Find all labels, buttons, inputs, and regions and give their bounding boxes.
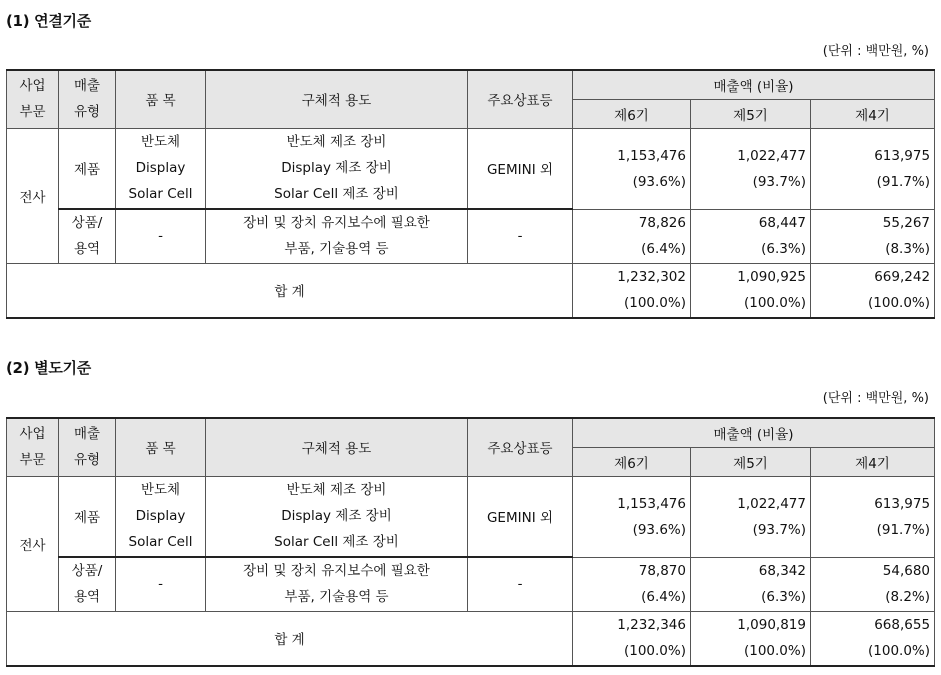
total-label: 합 계 xyxy=(7,263,573,318)
product-value-6: 1,153,476 (93.6%) xyxy=(573,128,691,209)
sales-table xyxy=(6,417,935,667)
header-brand: 주요상표등 xyxy=(468,418,573,476)
total-label: 합 계 xyxy=(7,611,573,666)
header-sales: 매출액 (비율) xyxy=(573,418,935,447)
product-value-5: 1,022,477 (93.7%) xyxy=(691,128,811,209)
section-title: (2) 별도기준 xyxy=(6,359,91,377)
header-item: 품 목 xyxy=(116,70,206,128)
total-value-6: 1,232,302 (100.0%) xyxy=(573,263,691,318)
product-uses: 반도체 제조 장비 Display 제조 장비 Solar Cell 제조 장비 xyxy=(206,476,468,557)
header-period-6: 제6기 xyxy=(573,447,691,476)
product-value-6: 1,153,476 (93.6%) xyxy=(573,476,691,557)
goods-value-5: 68,342 (6.3%) xyxy=(691,557,811,611)
product-value-5: 1,022,477 (93.7%) xyxy=(691,476,811,557)
unit-note: (단위 : 백만원, %) xyxy=(822,44,929,59)
goods-value-6: 78,826 (6.4%) xyxy=(573,209,691,263)
header-sales-type: 매출 유형 xyxy=(59,418,116,476)
division-cell: 전사 xyxy=(7,128,59,263)
goods-value-6: 78,870 (6.4%) xyxy=(573,557,691,611)
goods-uses: 장비 및 장치 유지보수에 필요한 부품, 기술용역 등 xyxy=(206,557,468,611)
total-value-4: 668,655 (100.0%) xyxy=(811,611,935,666)
goods-value-5: 68,447 (6.3%) xyxy=(691,209,811,263)
type-product: 제품 xyxy=(59,476,116,557)
total-value-5: 1,090,925 (100.0%) xyxy=(691,263,811,318)
goods-brand: - xyxy=(468,209,573,263)
goods-uses: 장비 및 장치 유지보수에 필요한 부품, 기술용역 등 xyxy=(206,209,468,263)
division-cell: 전사 xyxy=(7,476,59,611)
product-items: 반도체 Display Solar Cell xyxy=(116,476,206,557)
type-product: 제품 xyxy=(59,128,116,209)
product-value-4: 613,975 (91.7%) xyxy=(811,476,935,557)
header-sales: 매출액 (비율) xyxy=(573,70,935,99)
header-business-division: 사업 부문 xyxy=(7,418,59,476)
total-value-4: 669,242 (100.0%) xyxy=(811,263,935,318)
total-value-5: 1,090,819 (100.0%) xyxy=(691,611,811,666)
unit-note: (단위 : 백만원, %) xyxy=(822,391,929,406)
header-period-6: 제6기 xyxy=(573,99,691,128)
product-brand: GEMINI 외 xyxy=(468,128,573,209)
type-goods: 상품/ 용역 xyxy=(59,557,116,611)
header-period-5: 제5기 xyxy=(691,99,811,128)
header-period-4: 제4기 xyxy=(811,447,935,476)
type-goods: 상품/ 용역 xyxy=(59,209,116,263)
goods-value-4: 54,680 (8.2%) xyxy=(811,557,935,611)
section-title: (1) 연결기준 xyxy=(6,12,91,30)
header-use: 구체적 용도 xyxy=(206,418,468,476)
header-sales-type: 매출 유형 xyxy=(59,70,116,128)
header-business-division: 사업 부문 xyxy=(7,70,59,128)
product-brand: GEMINI 외 xyxy=(468,476,573,557)
header-period-5: 제5기 xyxy=(691,447,811,476)
sales-table xyxy=(6,69,935,319)
goods-item: - xyxy=(116,557,206,611)
header-period-4: 제4기 xyxy=(811,99,935,128)
product-uses: 반도체 제조 장비 Display 제조 장비 Solar Cell 제조 장비 xyxy=(206,128,468,209)
product-value-4: 613,975 (91.7%) xyxy=(811,128,935,209)
product-items: 반도체 Display Solar Cell xyxy=(116,128,206,209)
header-item: 품 목 xyxy=(116,418,206,476)
header-brand: 주요상표등 xyxy=(468,70,573,128)
header-use: 구체적 용도 xyxy=(206,70,468,128)
goods-value-4: 55,267 (8.3%) xyxy=(811,209,935,263)
goods-item: - xyxy=(116,209,206,263)
goods-brand: - xyxy=(468,557,573,611)
total-value-6: 1,232,346 (100.0%) xyxy=(573,611,691,666)
